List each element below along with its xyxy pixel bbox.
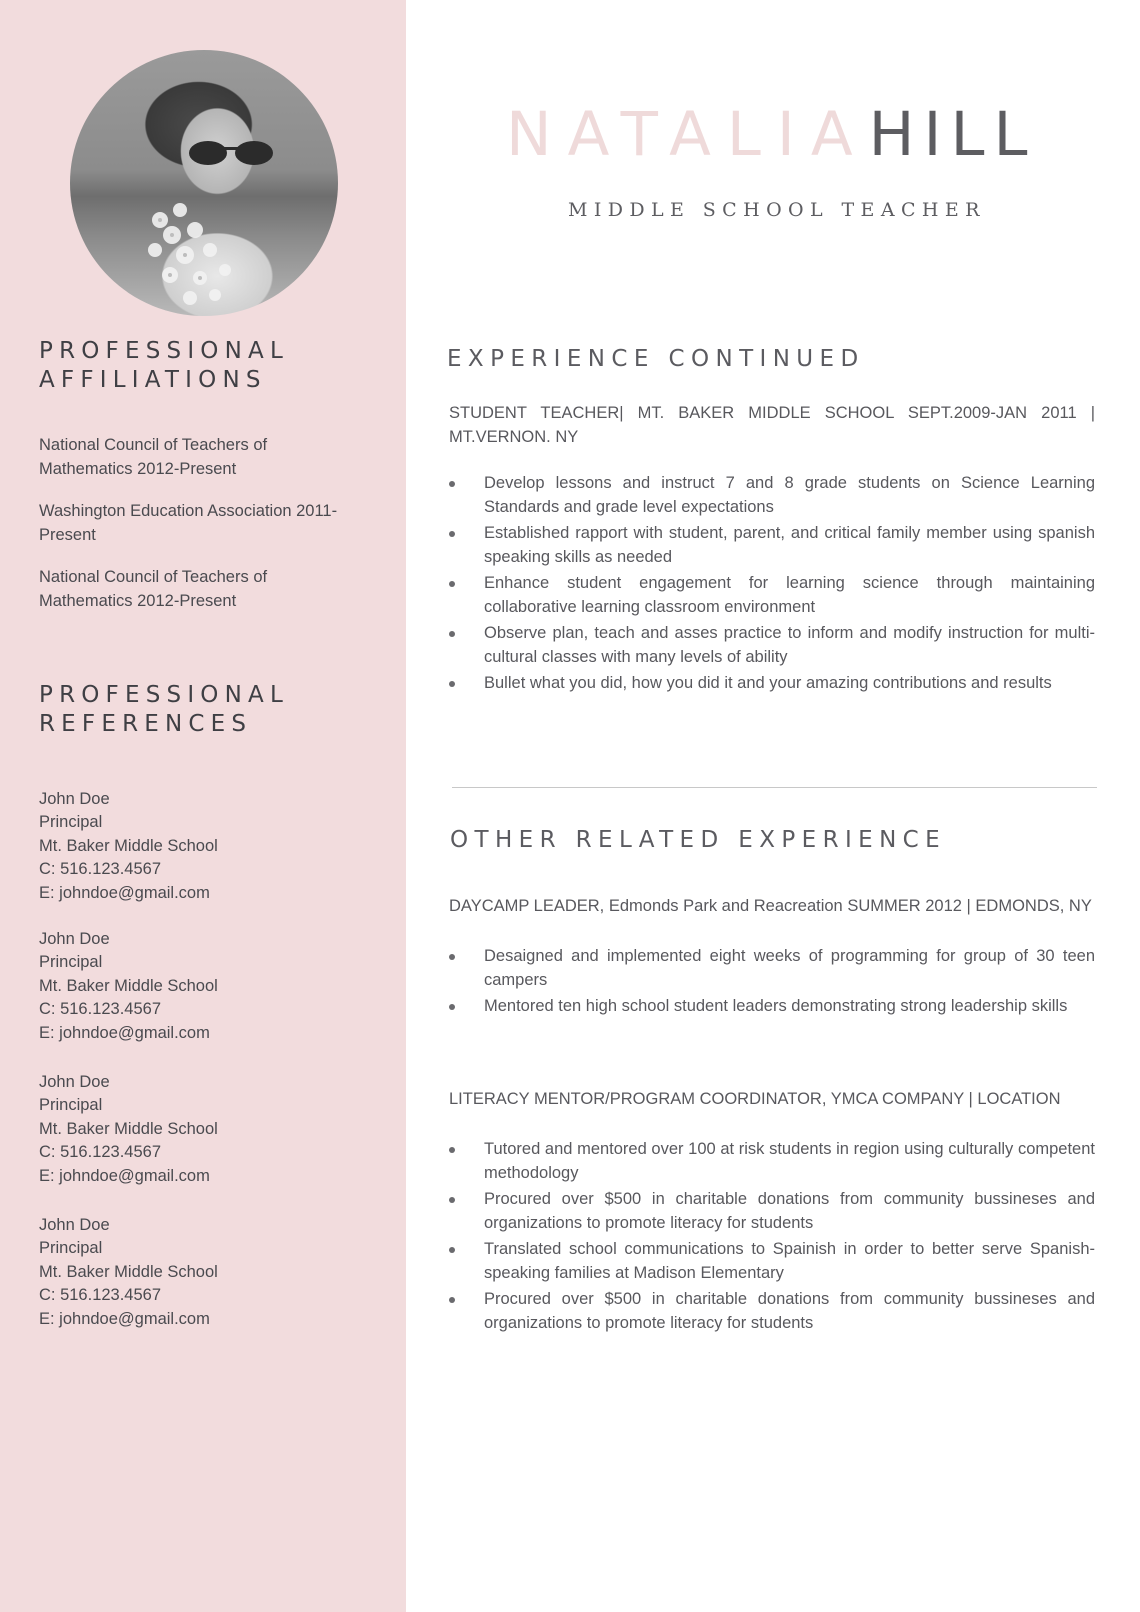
reference-school: Mt. Baker Middle School xyxy=(39,976,218,995)
bullet-item xyxy=(449,522,1095,569)
bullet-dot-icon xyxy=(449,631,455,637)
bullet-text: Mentored ten high school student leaders demonstrating strong leadership skills xyxy=(484,997,1068,1015)
experience-bullet-list xyxy=(449,945,1095,1022)
reference-school: Mt. Baker Middle School xyxy=(39,836,218,855)
reference-cell: C: 516.123.4567 xyxy=(39,1286,162,1305)
bullet-dot-icon xyxy=(449,581,455,587)
job-title: MIDDLE SCHOOL TEACHER xyxy=(568,199,986,221)
bullet-text: Procured over $500 in charitable donations from community bussineses and organizations to promote literacy for students xyxy=(484,1290,1095,1332)
bullet-item xyxy=(449,1238,1095,1285)
last-name: HILL xyxy=(868,99,1037,170)
affiliation-item: National Council of Teachers of Mathematics 2012-Present xyxy=(39,568,268,610)
affiliations-heading xyxy=(39,337,289,395)
bullet-dot-icon xyxy=(449,1247,455,1253)
reference-school: Mt. Baker Middle School xyxy=(39,1119,218,1138)
bullet-text: Translated school communications to Spainish in order to better serve Spanish-speaking families at Madison Elementary xyxy=(484,1240,1095,1282)
bullet-dot-icon xyxy=(449,481,455,487)
experience-bullet-list xyxy=(449,1138,1095,1338)
bullet-text: Develop lessons and instruct 7 and 8 grade students on Science Learning Standards and grade level expectations xyxy=(484,474,1095,516)
bullet-item xyxy=(449,672,1095,696)
reference-title: Principal xyxy=(39,1096,103,1115)
bullet-text: Observe plan, teach and asses practice to inform and modify instruction for multi-cultural classes with many levels of ability xyxy=(484,624,1095,666)
reference-school: Mt. Baker Middle School xyxy=(39,1262,218,1281)
experience-continued-heading: EXPERIENCE CONTINUED xyxy=(447,346,865,372)
reference-email: E: johndoe@gmail.com xyxy=(39,1166,210,1185)
references-heading xyxy=(39,681,289,739)
job-role-line: STUDENT TEACHER| MT. BAKER MIDDLE SCHOOL SEPT.2009-JAN 2011 | MT.VERNON. NY xyxy=(449,404,1095,446)
affiliation-item: Washington Education Association 2011-Present xyxy=(39,502,338,544)
reference-title: Principal xyxy=(39,813,103,832)
references-heading-line-2: REFERENCES xyxy=(39,711,253,737)
reference-entry xyxy=(39,1214,218,1331)
reference-title: Principal xyxy=(39,953,103,972)
bullet-dot-icon xyxy=(449,681,455,687)
sidebar xyxy=(0,0,406,1612)
section-divider xyxy=(452,787,1097,788)
reference-cell: C: 516.123.4567 xyxy=(39,1000,162,1019)
bullet-text: Procured over $500 in charitable donations from community bussineses and organizations to promote literacy for students xyxy=(484,1190,1095,1232)
bullet-item xyxy=(449,945,1095,992)
sunglasses-graphic xyxy=(188,140,274,166)
bullet-dot-icon xyxy=(449,531,455,537)
reference-name: John Doe xyxy=(39,930,110,948)
bullet-dot-icon xyxy=(449,1147,455,1153)
bullet-dot-icon xyxy=(449,1004,455,1010)
reference-name: John Doe xyxy=(39,1073,110,1091)
affiliations-heading-line-2: AFFILIATIONS xyxy=(39,367,267,393)
job-role-line: DAYCAMP LEADER, Edmonds Park and Reacreation SUMMER 2012 | EDMONDS, NY xyxy=(449,897,1092,915)
first-name: NATALIA xyxy=(506,99,869,170)
reference-cell: C: 516.123.4567 xyxy=(39,1143,162,1162)
bullet-text: Desaigned and implemented eight weeks of programming for group of 30 teen campers xyxy=(484,947,1095,989)
reference-email: E: johndoe@gmail.com xyxy=(39,883,210,902)
experience-bullet-list xyxy=(449,472,1095,699)
candidate-name xyxy=(506,100,1036,170)
bullet-item xyxy=(449,622,1095,669)
reference-entry xyxy=(39,1071,218,1188)
reference-name: John Doe xyxy=(39,790,110,808)
bullet-dot-icon xyxy=(449,1197,455,1203)
bullet-dot-icon xyxy=(449,1297,455,1303)
bullet-text: Established rapport with student, parent, and critical family member using spanish speaking skills as needed xyxy=(484,524,1095,566)
reference-entry xyxy=(39,928,218,1045)
bullet-text: Bullet what you did, how you did it and your amazing contributions and results xyxy=(484,674,1052,692)
affiliation-item: National Council of Teachers of Mathematics 2012-Present xyxy=(39,436,268,478)
bullet-item xyxy=(449,1188,1095,1235)
reference-email: E: johndoe@gmail.com xyxy=(39,1023,210,1042)
bullet-text: Tutored and mentored over 100 at risk students in region using culturally competent methodology xyxy=(484,1140,1095,1182)
bullet-item xyxy=(449,572,1095,619)
reference-cell: C: 516.123.4567 xyxy=(39,860,162,879)
bullet-item xyxy=(449,1138,1095,1185)
profile-photo xyxy=(70,50,338,316)
reference-name: John Doe xyxy=(39,1216,110,1234)
bullet-text: Enhance student engagement for learning science through maintaining collaborative learning classroom environment xyxy=(484,574,1095,616)
bullet-item xyxy=(449,1288,1095,1335)
other-experience-heading: OTHER RELATED EXPERIENCE xyxy=(450,827,947,853)
job-role-line: LITERACY MENTOR/PROGRAM COORDINATOR, YMCA COMPANY | LOCATION xyxy=(449,1090,1061,1108)
reference-email: E: johndoe@gmail.com xyxy=(39,1309,210,1328)
affiliations-heading-line-1: PROFESSIONAL xyxy=(39,338,289,364)
reference-title: Principal xyxy=(39,1239,103,1258)
references-heading-line-1: PROFESSIONAL xyxy=(39,682,289,708)
flower-bouquet-graphic xyxy=(130,190,260,310)
bullet-dot-icon xyxy=(449,954,455,960)
bullet-item xyxy=(449,472,1095,519)
bullet-item xyxy=(449,995,1095,1019)
reference-entry xyxy=(39,788,218,905)
